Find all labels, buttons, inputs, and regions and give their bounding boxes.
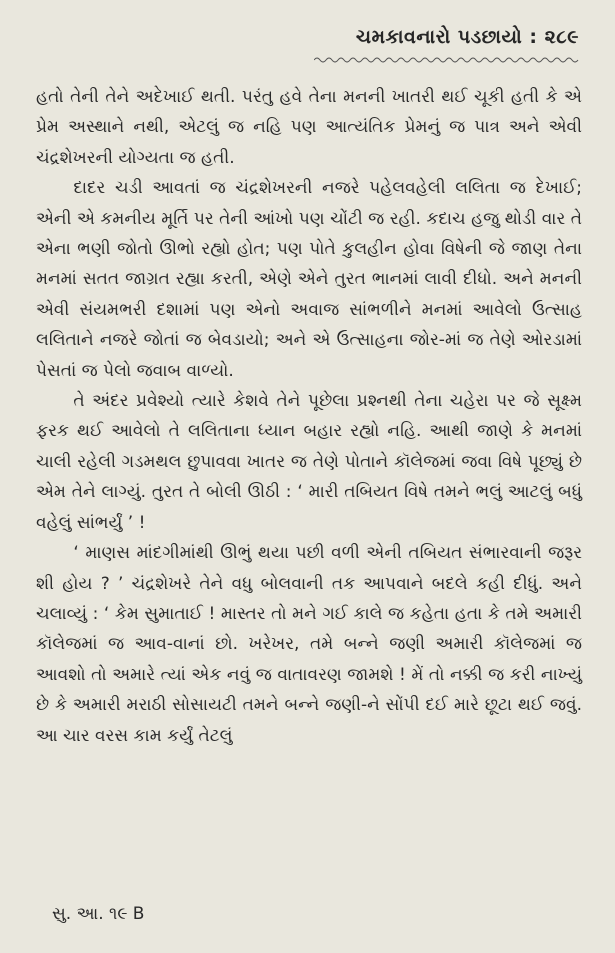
paragraph-4: ‘ માણસ માંદગીમાંથી ઊભું થયા પછી વળી એની તબિયત સંભારવાની જરૂર શી હોય ? ’ ચંદ્રશેખરે તેને વધુ બોલવાની તક આપવાને બદલે કહી દીધું. અને ચલાવ્યું : ‘ કેમ સુમાતાઈ ! માસ્તર તો મને ગઈ કાલે જ કહેતા હતા કે તમે અમારી કૉલેજમાં જ આવ-વાનાં છો. ખરેખર, તમે બન્ને જણી અમારી કૉલેજમાં જ આવશો તો અમારે ત્યાં એક નવું જ વાતાવરણ જામશે ! મેં તો નક્કી જ કરી નાખ્યું છે કે અમારી મરાઠી સોસાયટી તમને બન્ને જણી-ને સોંપી દઈ મારે છૂટા થઈ જવું. આ ચાર વરસ કામ કર્યું તેટલું (36, 543, 582, 746)
running-head: ચમકાવનારો પડછાયો : ૨૮૯ (355, 26, 579, 48)
printer-signature: સુ. આ. ૧૯ B (52, 904, 145, 924)
body-text (36, 82, 582, 751)
paragraph-2: દાદર ચડી આવતાં જ ચંદ્રશેખરની નજરે પહેલવહેલી લલિતા જ દેખાઈ; એની એ કમનીય મૂર્તિ પર તેની આંખો પણ ચોંટી જ રહી. કદાચ હજુ થોડી વાર તે એના ભણી જોતો ઊભો રહ્યો હોત; પણ પોતે કુલહીન હોવા વિષેની જે જાણ તેના મનમાં સતત જાગ્રત રહ્યા કરતી, એણે એને તુરત ભાનમાં લાવી દીધો. અને મનની એવી સંયમભરી દશામાં પણ એનો અવાજ સાંભળીને મનમાં આવેલો ઉત્સાહ લલિતાને નજરે જોતાં જ બેવડાયો; અને એ ઉત્સાહના જોર-માં જ તેણે ઓરડામાં પેસતાં જ પેલો જવાબ વાળ્યો. (36, 178, 582, 381)
paragraph-3: તે અંદર પ્રવેશ્યો ત્યારે કેશવે તેને પૂછેલા પ્રશ્નથી તેના ચહેરા પર જે સૂક્ષ્મ ફરક થઈ આવેલો તે લલિતાના ધ્યાન બહાર રહ્યો નહિ. આથી જાણે કે મનમાં ચાલી રહેલી ગડમથલ છુપાવવા ખાતર જ તેણે પોતાને કૉલેજમાં જવા વિષે પૂછ્યું છે એમ તેને લાગ્યું. તુરત તે બોલી ઊઠી : ‘ મારી તબિયત વિષે તમને ભલું આટલું બધું વહેલું સાંભર્યું ’ ! (36, 391, 582, 533)
paragraph-1: હતો તેની તેને અદેખાઈ થતી. પરંતુ હવે તેના મનની ખાતરી થઈ ચૂકી હતી કે એ પ્રેમ અસ્થાને નથી, એટલું જ નહિ પણ આત્યંતિક પ્રેમનું જ પાત્ર અને એવી ચંદ્રશેખરની યોગ્યતા જ હતી. (36, 87, 582, 168)
decorative-rule (314, 56, 580, 64)
